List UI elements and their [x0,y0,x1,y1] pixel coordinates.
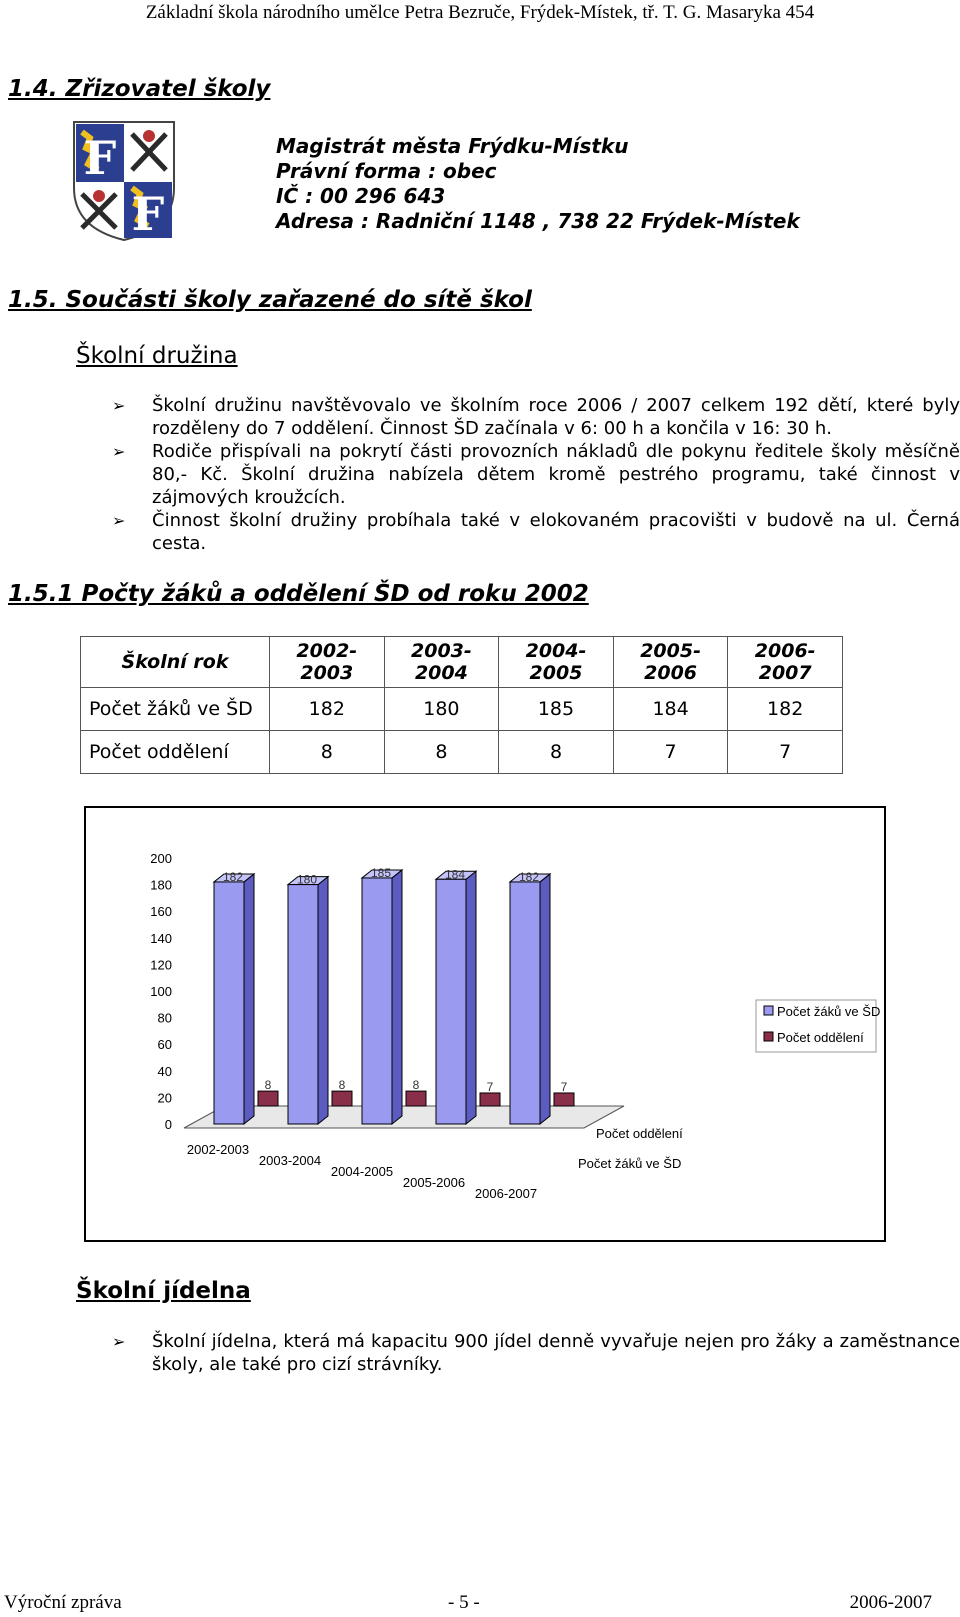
bar-students [436,879,466,1124]
table-cell: 184 [613,688,728,731]
list-item: ➢ Rodiče přispívali na pokrytí části provozních nákladů dle pokynu ředitele školy měsíčně 80,- Kč. Školní družina nabízela dětem kromě pestrého programu, také činnost v zájmových kroužcích. [112,441,960,508]
data-label: 8 [338,1078,346,1093]
subsection-heading-counts: 1.5.1 Počty žáků a oddělení ŠD od roku 2002 [8,581,589,607]
legend-swatch [764,1006,773,1015]
founder-line: Právní forma : obec [276,159,497,183]
counts-table [80,636,843,774]
footer-page-number: - 5 - [448,1592,480,1613]
bar-students [288,885,318,1124]
category-label: 2006-2007 [474,1186,538,1201]
arrow-bullet-icon: ➢ [112,511,126,530]
table-corner: Školní rok [81,637,270,688]
jidelna-bullets [112,1330,960,1376]
section-heading-founder: 1.4. Zřizovatel školy [8,76,271,102]
table-cell: 8 [384,731,499,774]
svg-text:F: F [131,187,165,241]
list-item: ➢ Školní družinu navštěvovalo ve školním roce 2006 / 2007 celkem 192 dětí, které byly rozděleny do 7 oddělení. Činnost ŠD začínala v 6: 00 h a končila v 16: 30 h. [112,395,960,439]
data-label: 8 [264,1078,272,1093]
bar-departments [332,1091,352,1106]
table-cell: 7 [728,731,843,774]
data-label: 7 [560,1079,568,1094]
enrollment-bar-chart [84,806,886,1242]
bar-students [362,878,392,1124]
founder-info [276,134,800,234]
footer-right: 2006-2007 [849,1592,932,1613]
data-label: 8 [412,1078,420,1093]
year-header: 2005- 2006 [613,637,728,688]
data-label: 7 [486,1079,494,1094]
y-tick-label: 0 [164,1117,172,1132]
subheading-jidelna: Školní jídelna [76,1278,251,1304]
data-label: 182 [222,869,244,884]
bar-departments [406,1091,426,1106]
y-tick-label: 80 [157,1010,172,1026]
founder-line: Adresa : Radniční 1148 , 738 22 Frýdek-Místek [276,209,800,233]
table-cell: 182 [728,688,843,731]
y-tick-label: 120 [150,957,172,973]
y-tick-label: 60 [157,1037,172,1053]
bar-students [510,882,540,1124]
svg-text:F: F [83,131,117,185]
table-row [81,688,843,731]
year-header: 2006- 2007 [728,637,843,688]
year-header: 2004- 2005 [499,637,614,688]
category-label: 2003-2004 [258,1153,322,1168]
city-coat-of-arms [70,118,178,244]
y-tick-label: 20 [157,1090,172,1106]
data-label: 185 [370,865,392,880]
subheading-druzina: Školní družina [76,343,238,369]
y-tick-label: 160 [150,904,172,920]
founder-line: IČ : 00 296 643 [276,184,446,208]
legend-swatch [764,1032,773,1041]
table-cell: 7 [613,731,728,774]
depth-axis-label: Počet oddělení [596,1126,683,1141]
y-tick-label: 40 [157,1063,172,1079]
bar-departments [258,1091,278,1106]
y-tick-label: 200 [150,851,172,866]
arrow-bullet-icon: ➢ [112,442,126,461]
row-label: Počet oddělení [81,731,270,774]
table-cell: 180 [384,688,499,731]
y-tick-label: 140 [150,930,172,946]
bar-side [466,871,476,1124]
list-item: ➢ Činnost školní družiny probíhala také v elokovaném pracovišti v budově na ul. Černá cesta. [112,510,960,554]
depth-axis-label: Počet žáků ve ŠD [578,1156,682,1171]
year-header: 2002- 2003 [270,637,385,688]
table-cell: 182 [270,688,385,731]
y-tick-label: 180 [150,877,172,893]
legend-entry: Počet žáků ve ŠD [777,1004,881,1019]
data-label: 180 [296,872,318,887]
bar-side [392,870,402,1124]
data-label: 184 [444,867,466,882]
y-tick-label: 100 [150,984,172,999]
year-header: 2003- 2004 [384,637,499,688]
legend-entry: Počet oddělení [777,1030,864,1045]
founder-line: Magistrát města Frýdku-Místku [276,134,629,158]
row-label: Počet žáků ve ŠD [81,688,270,731]
category-label: 2004-2005 [330,1164,394,1179]
footer-left: Výroční zpráva [4,1592,122,1613]
category-label: 2002-2003 [186,1142,250,1157]
bar-side [540,874,550,1124]
page-header: Základní škola národního umělce Petra Bezruče, Frýdek-Místek, tř. T. G. Masaryka 454 [145,2,815,23]
bar-departments [554,1093,574,1106]
table-cell: 8 [499,731,614,774]
table-row [81,637,843,688]
section-heading-components: 1.5. Součásti školy zařazené do sítě škol [8,287,532,313]
category-label: 2005-2006 [402,1175,466,1190]
table-cell: 8 [270,731,385,774]
list-item: ➢ Školní jídelna, která má kapacitu 900 jídel denně vyvařuje nejen pro žáky a zaměstnance školy, ale také pro cizí strávníky. [112,1331,960,1375]
table-cell: 185 [499,688,614,731]
druzina-bullets [112,394,960,555]
table-row [81,731,843,774]
bar-departments [480,1093,500,1106]
arrow-bullet-icon: ➢ [112,1332,126,1351]
bar-side [244,874,254,1124]
bar-side [318,877,328,1124]
data-label: 182 [518,869,540,884]
bar-students [214,882,244,1124]
arrow-bullet-icon: ➢ [112,396,126,415]
